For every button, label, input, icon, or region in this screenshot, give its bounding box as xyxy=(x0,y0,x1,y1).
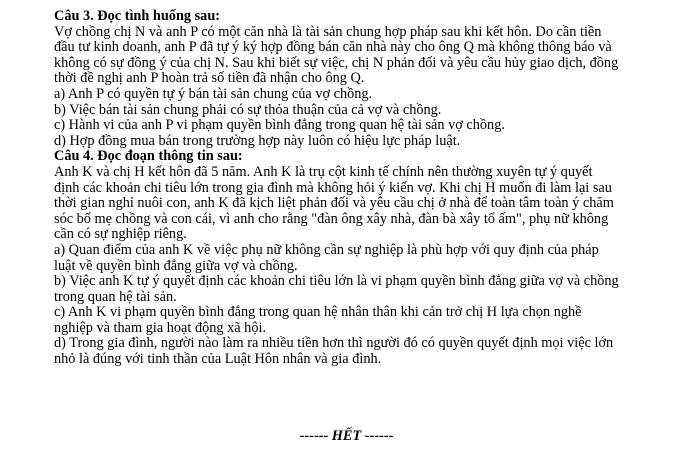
question-3-option-c: c) Hành vi của anh P vi phạm quyền bình đẳng trong quan hệ tài sản vợ chồng. xyxy=(54,117,505,134)
end-word: HẾT xyxy=(331,428,362,444)
question-3-body-line: Vợ chồng chị N và anh P có một căn nhà là tài sản chung hợp pháp sau khi kết hôn. Do cần tiền xyxy=(54,23,602,40)
question-4-option-c-line: c) Anh K vi phạm quyền bình đẳng trong quan hệ nhân thân khi cản trở chị H lựa chọn nghề xyxy=(54,304,582,321)
question-3-body-line: thời đề nghị anh P hoàn trả số tiền đã nhận cho ông Q. xyxy=(54,70,365,87)
question-4-body-line: định các khoản chi tiêu lớn trong gia đình mà không hỏi ý kiến vợ. Khi chị H muốn đi làm lại sau xyxy=(54,179,612,196)
question-4 xyxy=(54,149,680,367)
question-4-body-line: cần có sự nghiệp riêng. xyxy=(54,226,187,243)
question-4-option-a-line: a) Quan điểm của anh K về việc phụ nữ không cần sự nghiệp là phù hợp với quy định của pháp xyxy=(54,241,599,258)
question-4-option-b xyxy=(54,274,680,305)
question-4-option-d-line: nhỏ là đúng với tinh thần của Luật Hôn nhân và gia đình. xyxy=(54,351,382,368)
question-4-body-line: Anh K và chị H kết hôn đã 5 năm. Anh K là trụ cột kinh tế chính nên thường xuyên tự ý quyết xyxy=(54,163,593,180)
question-4-option-a-line: luật về quyền bình đẳng giữa vợ và chồng. xyxy=(54,257,298,274)
end-dashes-left: ------ xyxy=(299,428,332,444)
question-3 xyxy=(54,9,680,149)
question-3-option-b: b) Việc bán tài sản chung phải có sự thỏa thuận của cả vợ và chồng. xyxy=(54,101,442,118)
end-marker xyxy=(0,428,693,445)
question-4-option-c-line: nghiệp và tham gia hoạt động xã hội. xyxy=(54,319,267,336)
question-4-title: Câu 4. Đọc đoạn thông tin sau: xyxy=(54,148,243,165)
end-dashes-right: ------ xyxy=(361,428,394,444)
question-4-option-b-line: b) Việc anh K tự ý quyết định các khoản chi tiêu lớn là vi phạm quyền bình đẳng giữa vợ và chồng xyxy=(54,273,619,290)
question-4-option-b-line: trong quan hệ tài sản. xyxy=(54,288,177,305)
question-3-body-line: không có sự đồng ý của chị N. Sau khi biết sự việc, chị N phản đối và yêu cầu hủy giao dịch, đồng xyxy=(54,54,619,71)
question-4-option-a xyxy=(54,243,680,274)
question-4-body-line: thời gian nghỉ nuôi con, anh K đã kịch liệt phản đối và yêu cầu chị ở nhà để toàn tâm toàn ý chăm xyxy=(54,195,614,212)
document-page xyxy=(54,9,680,368)
question-4-option-c xyxy=(54,305,680,336)
question-3-title: Câu 3. Đọc tình huống sau: xyxy=(54,8,221,24)
question-3-option-a: a) Anh P có quyền tự ý bán tài sản chung của vợ chồng. xyxy=(54,85,373,102)
question-3-option-d: d) Hợp đồng mua bán trong trường hợp này luôn có hiệu lực pháp luật. xyxy=(54,132,461,149)
question-3-body-line: đầu tư kinh doanh, anh P đã tự ý ký hợp đồng bán căn nhà này cho ông Q mà không thông báo và xyxy=(54,39,612,56)
question-4-option-d xyxy=(54,336,680,367)
question-4-option-d-line: d) Trong gia đình, người nào làm ra nhiều tiền hơn thì người đó có quyền quyết định mọi việc lớn xyxy=(54,335,614,352)
question-4-body-line: sóc bố mẹ chồng và con cái, vì anh cho rằng "đàn ông xây nhà, đàn bà xây tổ ấm", phụ nữ không xyxy=(54,210,609,227)
